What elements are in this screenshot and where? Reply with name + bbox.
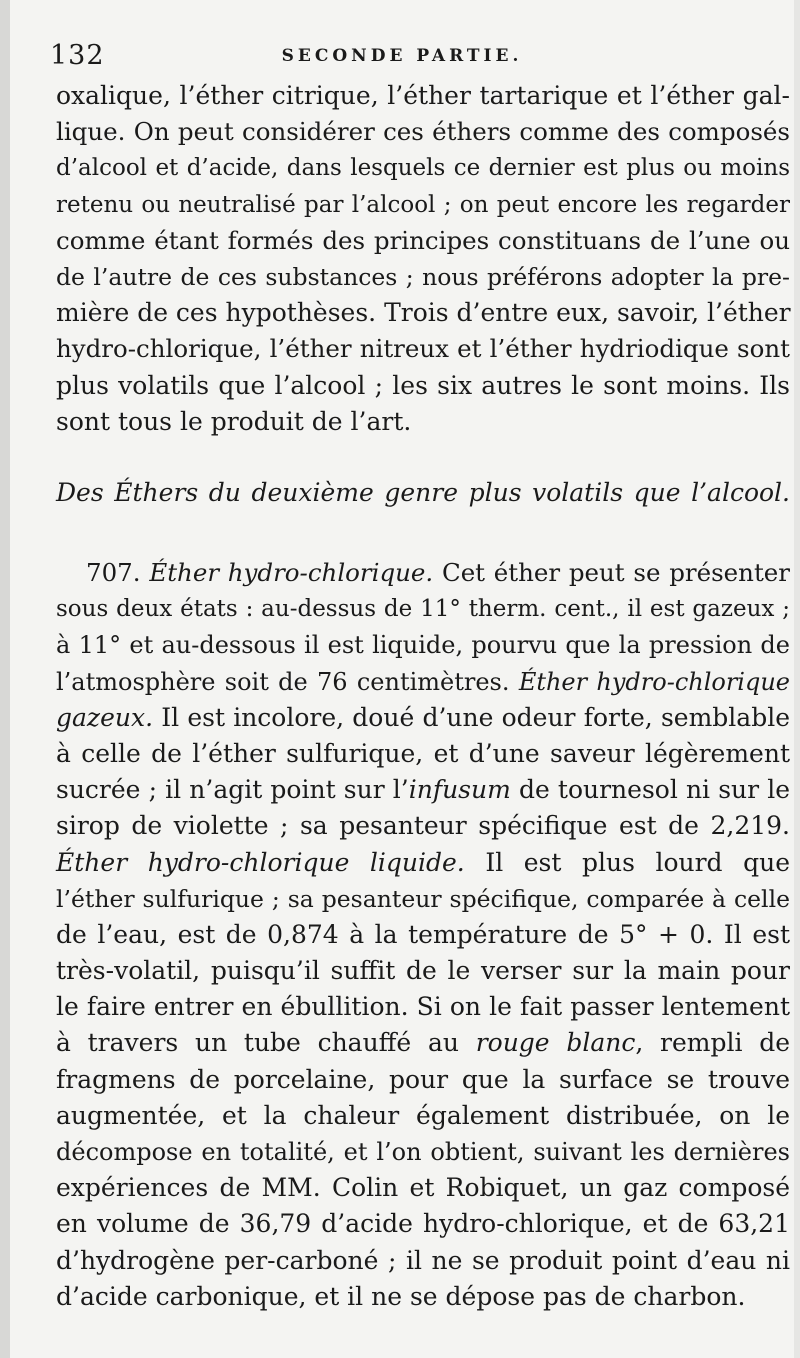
text-run: Cet éther peut se présenter xyxy=(433,558,791,587)
running-head xyxy=(46,40,758,74)
text-line: décompose en totalité, et l’on obtient, suivant les dernières xyxy=(56,1138,790,1166)
text-run: à travers un tube chauffé au xyxy=(56,1028,476,1058)
text-line xyxy=(56,555,790,591)
text-run: sucrée ; il n’agit point sur l’ xyxy=(56,775,409,805)
text-line: sous deux états : au-dessus de 11° therm. cent., il est gazeux ; xyxy=(56,596,790,623)
text-line: d’acide carbonique, et il ne se dépose pas de charbon. xyxy=(56,1281,746,1311)
text-line: de l’autre de ces substances ; nous préférons adopter la pre- xyxy=(56,262,790,291)
term-italic: infusum xyxy=(408,775,511,805)
text-line: augmentée, et la chaleur également distribuée, on le xyxy=(56,1100,790,1130)
text-line: retenu ou neutralisé par l’alcool ; on peut encore les regarder xyxy=(56,191,790,218)
running-title: SECONDE PARTIE. xyxy=(281,46,523,66)
paragraph-number: 707. xyxy=(86,558,141,587)
text-line xyxy=(56,845,790,881)
text-line: l’éther sulfurique ; sa pesanteur spécifique, comparée à celle xyxy=(56,884,790,913)
text-line: mière de ces hypothèses. Trois d’entre eux, savoir, l’éther xyxy=(56,298,791,328)
text-line: sirop de violette ; sa pesanteur spécifique est de 2,219. xyxy=(56,811,790,841)
text-line: à 11° et au-dessous il est liquide, pourvu que la pression de xyxy=(56,631,790,660)
term-italic: Éther hydro-chlorique. xyxy=(149,558,434,587)
text-run: de tournesol ni sur le xyxy=(510,775,790,805)
text-run: l’atmosphère soit de 76 centimètres. xyxy=(56,667,519,696)
text-line: expériences de MM. Colin et Robiquet, un gaz composé xyxy=(56,1173,790,1203)
term-italic: Éther hydro-chlorique liquide. xyxy=(56,847,465,877)
text-line: fragmens de porcelaine, pour que la surface se trouve xyxy=(56,1064,790,1094)
text-line xyxy=(56,700,790,736)
text-line: sont tous le produit de l’art. xyxy=(56,406,412,436)
term-italic: gazeux. xyxy=(56,702,154,732)
text-line: hydro-chlorique, l’éther nitreux et l’éther hydriodique sont xyxy=(56,334,790,364)
text-line: d’hydrogène per-carboné ; il ne se produit point d’eau ni xyxy=(56,1245,790,1275)
paragraph-continued xyxy=(56,78,790,440)
text-run: , rempli de xyxy=(635,1028,790,1058)
text-line xyxy=(56,772,790,808)
text-line: plus volatils que l’alcool ; les six autres le sont moins. Ils xyxy=(56,370,790,400)
term-italic: Éther hydro-chlorique xyxy=(518,667,791,696)
text-line: d’alcool et d’acide, dans lesquels ce dernier est plus ou moins xyxy=(56,155,790,182)
text-line: comme étant formés des principes constituans de l’une ou xyxy=(56,225,790,255)
text-line: à celle de l’éther sulfurique, et d’une saveur légèrement xyxy=(56,738,790,768)
text-line: en volume de 36,79 d’acide hydro-chlorique, et de 63,21 xyxy=(56,1209,790,1239)
text-run: Il est incolore, doué d’une odeur forte, semblable xyxy=(153,702,790,732)
text-line xyxy=(56,664,790,700)
text-line xyxy=(56,1025,790,1061)
paragraph-707 xyxy=(56,555,790,1315)
text-line: le faire entrer en ébullition. Si on le fait passer lentement xyxy=(56,992,790,1022)
text-run: Il est plus lourd que xyxy=(464,847,790,877)
section-heading: Des Éthers du deuxième genre plus volatils que l’alcool. xyxy=(56,478,790,507)
term-italic: rouge blanc xyxy=(475,1028,636,1058)
page-number: 132 xyxy=(50,40,105,71)
text-line: oxalique, l’éther citrique, l’éther tartarique et l’éther gal- xyxy=(56,81,790,110)
text-line: lique. On peut considérer ces éthers comme des composés xyxy=(56,117,790,147)
text-line: très-volatil, puisqu’il suffit de le verser sur la main pour xyxy=(56,956,790,986)
text-line: de l’eau, est de 0,874 à la température de 5° + 0. Il est xyxy=(56,919,790,949)
